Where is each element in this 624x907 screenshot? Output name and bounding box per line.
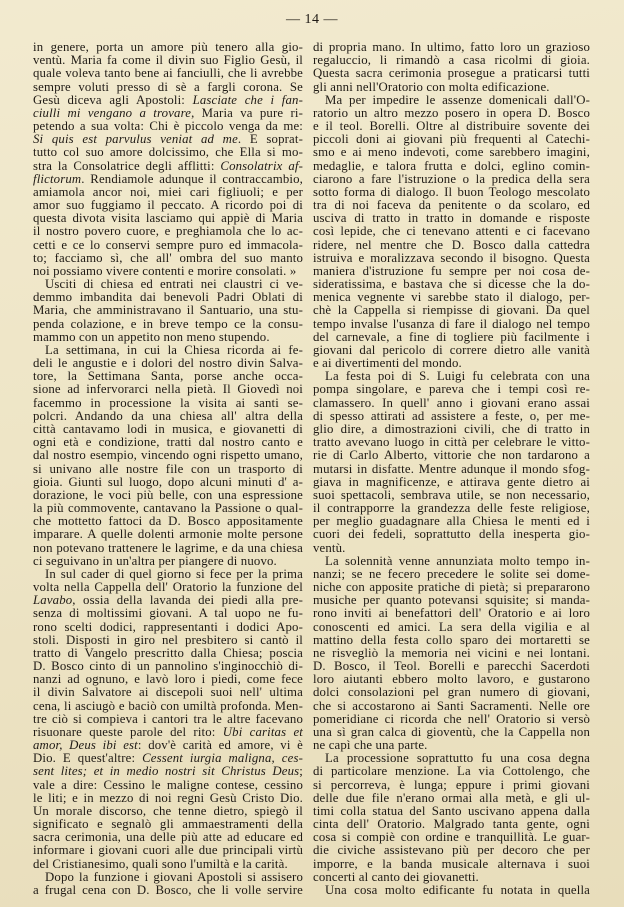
text-line: regaluccio, li rimandò a casa ricolmi di gioia. (313, 53, 590, 68)
paragraph (313, 370, 590, 554)
italic-phrase: flictorum (33, 171, 82, 186)
text-line: il divin Salvatore ai discepoli suoi nell' ultima (33, 685, 303, 700)
italic-phrase: Lasciate che i fan- (192, 92, 303, 107)
text-line: imporre, e la banda musicale alternava i suoi (313, 856, 590, 871)
text-line: clamassero. In quell' anno i giovani erano assai (313, 395, 590, 410)
text-line: La solennità venne annunziata molto tempo in- (325, 553, 590, 568)
text-line: sotto forma di dialogo. Il buon Teologo mescolato (313, 184, 590, 199)
text-line: loro aiutanti ebbero molto lavoro, e gustarono (313, 672, 590, 687)
text-line: non potevano trattenere le lagrime, e da una chiesa (33, 540, 303, 555)
text-line: del Cristianesimo, quali sono l'umiltà e la carità. (33, 856, 288, 871)
paragraph (33, 871, 303, 897)
text-line: Maria, che amministravano il Santuario, una stu- (33, 303, 303, 318)
italic-phrase: Ubi caritas et (222, 724, 303, 739)
text-line: di particolare menzione. La via Cottolengo, che (313, 764, 590, 779)
text-line: di spesso attirati ad assistere a feste, o, per me- (313, 408, 590, 423)
text-line: ogni età e condizione, tratti dal nostro canto e (33, 435, 303, 450)
text-line: rie di Carlo Alberto, vittorie che non tardarono a (313, 448, 590, 463)
text-line: per meglio guadagnare alla Chiesa le menti ed i (313, 514, 590, 529)
text-line: rono scelti dodici, rappresentanti i dodici Apo- (33, 619, 303, 634)
text-line: noi possiamo vivere contenti e morire consolati. » (33, 263, 297, 278)
text-line: to; facciamo sì, che all' ombra del suo manto (33, 250, 303, 265)
text-line: chè la Cappella si riempisse di giovani. Da quel (313, 303, 590, 318)
paragraph (313, 41, 590, 94)
text-line: delle due file n'erano ormai alla metà, e gli ul- (313, 790, 590, 805)
text-segment: . Rendiamole adunque il contraccambio, (81, 171, 303, 186)
text-line: si univano alle nostre file con un trasporto di (33, 461, 303, 476)
text-line: ridere, nel mentre che D. Bosco dalla cattedra (313, 237, 590, 252)
text-line: dolci consolazioni pel gran numero di giovani, (313, 685, 590, 700)
paragraph (33, 41, 303, 278)
text-line: volta nella Cappella dell' Oratorio la funzione del (33, 580, 303, 595)
text-line: maniera d'istruzione fu sempre per noi cosa de- (313, 263, 590, 278)
text-line: tratto avevano luogo in città per celebrare le vitto- (313, 435, 590, 450)
italic-phrase: Si quis est parvulus veniat ad me (33, 132, 238, 147)
text-line: vale a dire: Cessino le maligne contese, cessino (33, 777, 303, 792)
paragraph (313, 884, 590, 897)
text-line: D. Bosco cinto di un pannolino s'inginocchiò di- (33, 659, 303, 674)
text-line: che mottetto fattoci da D. Bosco appositamente (33, 514, 303, 529)
text-line: gli anni nell'Oratorio con molta edificazione. (313, 79, 550, 94)
text-line: cinta dell' Oratorio. Malgrado tanta gente, ogni (313, 817, 590, 832)
text-line: petendo a sua volta: Chi è piccolo venga da me: (33, 119, 303, 134)
text-line: sideratissima, e bastava che si dicesse che la do- (313, 277, 590, 292)
text-segment: ; (299, 764, 303, 779)
paragraph (313, 94, 590, 371)
text-line: usciva di tratto in tratto in domande e risposte (313, 211, 590, 226)
text-line (33, 765, 303, 778)
text-line: menica vegnente vi sarebbe stato il dialogo, per- (313, 290, 590, 305)
text-segment: , ossia della lavanda dei piedi alla pre- (72, 593, 303, 608)
text-line: quale voleva tanto bene ai fanciulli, che li avrebbe (33, 66, 303, 81)
text-line: mutarsi in disfatte. Mentre adunque il mondo sfog- (313, 461, 590, 476)
text-line: tratto di Vangelo prescritto dalla Chiesa; poscia (33, 645, 303, 660)
text-line: a frugal cena con D. Bosco, che li volle servire (33, 883, 303, 897)
text-line: ci seguivano in un'altra per piangere di nuovo. (33, 553, 277, 568)
text-line: ventù. (313, 540, 346, 555)
text-line: penda colazione, e in breve tempo ce la consu- (33, 316, 303, 331)
text-line: ciarono a fare l'istruzione o la predica della sera (313, 171, 590, 186)
text-segment: risuonare queste parole del rito: (33, 724, 223, 739)
text-line: ne risvegliò la memoria nei vicini e nei lontani. (313, 645, 590, 660)
text-line: dorazione, le voci più belle, con una espressione (33, 487, 303, 502)
paragraph (313, 752, 590, 884)
left-column (33, 41, 303, 897)
italic-phrase: amor, Deus ibi est (33, 738, 138, 753)
text-line: timi colla statua del Santo uscivano appena dalla (313, 803, 590, 818)
text-line: del carnevale, a fine di togliere più facilmente i (313, 329, 590, 344)
text-line: questa divota visita lasciamo qui appiè di Maria (33, 211, 303, 226)
text-line: una sì gran calca di gioventù, che la Cappella non (313, 724, 590, 739)
text-line: amiamola ancor noi, miei cari figliuoli; e per (33, 184, 303, 199)
text-line: tempo invalse l'usanza di fare il dialogo nel tempo (313, 316, 590, 331)
text-segment: Gesù diceva agli Apostoli: (33, 92, 193, 107)
text-segment: . E soprat- (237, 132, 303, 147)
text-line: città cantavamo lodi in musica, e giovanetti di (33, 421, 303, 436)
text-line: cena, li asciugò e baciò con umiltà profonda. Men- (33, 698, 303, 713)
paragraph (33, 344, 303, 568)
text-line: die civiche assistevano più per decoro che per (313, 843, 590, 858)
text-line: sione ad infervorarci nella pietà. Il Giovedì noi (33, 382, 303, 397)
text-line: le liti; e in mezzo di noi regni Gesù Cristo Dio. (33, 790, 303, 805)
text-line: facemmo in processione la visita ai santi se- (33, 395, 303, 410)
text-line: giava in magnificenze, e attirava gente dietro ai (313, 474, 590, 489)
text-segment: Dio. E quest'altre: (33, 751, 143, 766)
text-line: il contrapporre la grandezza delle feste religiose, (313, 501, 590, 516)
text-line: gioia. Giunti sul luogo, dopo alcuni minuti d' a- (33, 474, 303, 489)
text-line: suoi spettacoli, sembrava utile, se non necessario, (313, 487, 590, 502)
text-line: imparare. A quelle dolenti armonie molte persone (33, 527, 303, 542)
text-line: tutto col suo amore dolcissimo, che Ella si mo- (33, 145, 303, 160)
text-line: tra di noi faceva da penitente o da scolaro, ed (313, 198, 590, 213)
paragraph (313, 555, 590, 753)
text-line: rono inviti ai benefattori dell' Oratorio e ai loro (313, 606, 590, 621)
text-line: pompa singolare, e pareva che i tempi così re- (313, 382, 590, 397)
text-line: smo e ai meno indevoti, come sarebbero imagini, (313, 145, 590, 160)
text-line: La festa poi di S. Luigi fu celebrata con una (325, 369, 590, 384)
text-line: ne capì che una parte. (313, 738, 428, 753)
text-line: glio dire, a dimostrazioni civili, che di tratto in (313, 421, 590, 436)
text-segment: stra la Consolatrice degli afflitti: (33, 158, 221, 173)
text-line: In sul cader di quel giorno si fece per la prima (45, 566, 303, 581)
text-line: significato e segnalò gli ammaestramenti della (33, 817, 303, 832)
text-line: demmo imbandita dai benevoli Padri Oblati di (33, 290, 303, 305)
text-line: la più commovente, cantavano la Passione o qual- (33, 501, 303, 516)
text-line: conoscenti ed amici. La sera della vigilia e al (313, 619, 590, 634)
text-line: deli le angustie e i dolori del nostro divin Salva- (33, 356, 303, 371)
text-line: concerti al canto dei giovanetti. (313, 869, 479, 884)
text-line: il nostro povero cuore, e preghiamola che lo ac- (33, 224, 303, 239)
text-line: Una cosa molto edificante fu notata in quella (325, 883, 590, 897)
text-line: niche con apposite pratiche di pietà; si prepararono (313, 580, 590, 595)
text-line: La processione soprattutto fu una cosa degna (325, 751, 590, 766)
text-line: in genere, porta un amore più tenero alla gio- (33, 40, 303, 54)
text-line (33, 173, 303, 186)
text-line: dal nostro esempio, vincendo ogni rispetto umano, (33, 448, 303, 463)
text-line: stoli. Disposti in giro nel presbitero si cantò il (33, 632, 303, 647)
text-line: mattino della festa collo sparo dei mortaretti se (313, 632, 590, 647)
text-line: Usciti di chiesa ed entrati nei claustri ci ve- (45, 277, 303, 292)
text-line: nanzi; se ne fecero precedere le solite sei dome- (313, 566, 590, 581)
text-segment: , Maria va pure ri- (191, 105, 303, 120)
text-line: di propria mano. In ultimo, fatto loro un grazioso (313, 40, 590, 54)
text-segment: : dov'è carità ed amore, vi è (137, 738, 303, 753)
italic-phrase: ciulli mi vengano a trovare (33, 105, 192, 120)
text-line: La settimana, in cui la Chiesa ricorda ai fe- (45, 342, 303, 357)
text-line: si percorreva, è lunga; eppure i primi giovani (313, 777, 590, 792)
text-line: amor suo fuggiamo il peccato. A ricordo poi di (33, 198, 303, 213)
text-line: istruiva e moralizzava secondo il bisogno. Questa (313, 250, 590, 265)
text-line: pomeridiane ci ricorda che nell' Oratorio si versò (313, 711, 590, 726)
text-line: e ai divertimenti del mondo. (313, 356, 462, 371)
text-line: così lepide, che ci tenevano attenti e ci facevano (313, 224, 590, 239)
text-line: senza di moltissimi giovani. A tal uopo ne fu- (33, 606, 303, 621)
text-line: giovani dal pericolo di correre dietro alle vanità (313, 342, 590, 357)
italic-phrase: Cessent iurgia maligna, ces- (142, 751, 303, 766)
text-line: Dopo la funzione i giovani Apostoli si assisero (45, 869, 303, 884)
text-line: Questa sacra cerimonia prosegue a praticarsi tutti (313, 66, 590, 81)
paragraph (33, 278, 303, 344)
text-line: cuori dei fedeli, soprattutto della inesperta gio- (313, 527, 590, 542)
text-line: nanzi ad ognuno, e lavò loro i piedi, come fece (33, 672, 303, 687)
text-line: musiche per quanto potevansi squisite; si manda- (313, 593, 590, 608)
paragraph (33, 568, 303, 871)
text-line: medaglie, e talora frutta e dolci, eglino comin- (313, 158, 590, 173)
text-line: informare i giovani cuori alle due principali virtù (33, 843, 303, 858)
text-line: e il teol. Borelli. Oltre al distribuire sovente dei (313, 119, 590, 134)
text-line: che si accostarono ai Santi Sacramenti. Nelle ore (313, 698, 590, 713)
text-line: tore, la Settimana Santa, porse anche occa- (33, 369, 303, 384)
page-number: — 14 — (286, 12, 338, 27)
text-line: ratorio un altro mezzo posero in opera D. Bosco (313, 105, 590, 120)
text-line: Un morale discorso, che tenne dietro, spiegò il (33, 803, 303, 818)
text-line: cetti e ce lo conservi sempre puro ed immacola- (33, 237, 303, 252)
text-line: Ma per impedire le assenze domenicali dall'O- (325, 92, 590, 107)
text-line: polcri. Andando da una chiesa all' altra della (33, 408, 303, 423)
right-column (313, 41, 590, 897)
italic-phrase: Consolatrix af- (220, 158, 304, 173)
text-line: cosa si compiè con ordine e tranquillità. Le guar- (313, 830, 590, 845)
text-line: sacra cerimonia, una delle più atte ad educare ed (33, 830, 303, 845)
italic-phrase: Lavabo (33, 593, 73, 608)
text-line: tre ciò si compieva i cantori tra le altre facevano (33, 711, 303, 726)
text-line: sempre voluti presso di sè a fargli corona. Se (33, 79, 303, 94)
text-line: ventù. Maria fa come il divin suo Figlio Gesù, il (33, 53, 303, 68)
text-line: mammo con un appetito non meno stupendo. (33, 329, 270, 344)
text-line: piccoli doni ai giovani più frequenti al Catechi- (313, 132, 590, 147)
italic-phrase: sent lites; et in medio nostri sit Christus Deus (33, 764, 300, 779)
text-line: D. Bosco, il Teol. Borelli e parecchi Sacerdoti (313, 659, 590, 674)
